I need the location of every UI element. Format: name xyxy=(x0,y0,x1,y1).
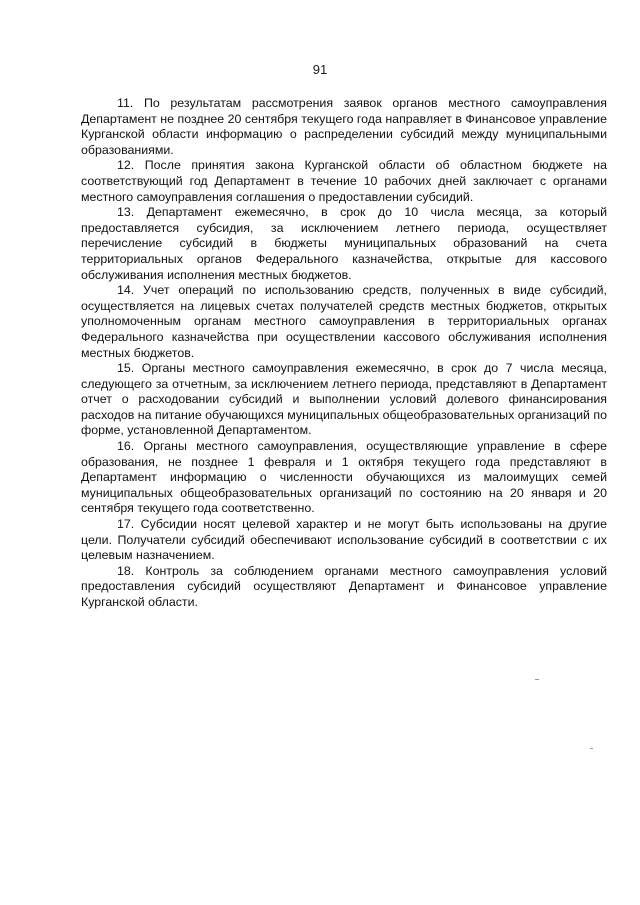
paragraph-17: 17. Субсидии носят целевой характер и не могут быть использованы на другие цели. Получатели субсидий обеспечивают использование субсидий в соответствии с их целевым назначением. xyxy=(81,517,607,563)
paragraph-11: 11. По результатам рассмотрения заявок органов местного самоуправления Департамент не позднее 20 сентября текущего года направляет в Финансовое управление Курганской области информацию о распределении субсидий между муниципальными образованиями. xyxy=(81,96,607,157)
scan-speck-mark xyxy=(535,679,539,680)
scan-speck-mark xyxy=(590,748,593,749)
paragraph-15: 15. Органы местного самоуправления ежемесячно, в срок до 7 числа месяца, следующего за отчетным, за исключением летнего периода, представляют в Департамент отчет о расходовании субсидий и выполнении условий долевого финансирования расходов на питание обучающихся муниципальных общеобразовательных организаций по форме, установленной Департаментом. xyxy=(81,361,607,438)
paragraph-13: 13. Департамент ежемесячно, в срок до 10 числа месяца, за который предоставляется субсидия, за исключением летнего периода, осуществляет перечисление субсидий в бюджеты муниципальных образований на счета территориальных органов Федерального казначейства, открытые для кассового обслуживания исполнения местных бюджетов. xyxy=(81,205,607,282)
paragraph-18: 18. Контроль за соблюдением органами местного самоуправления условий предоставления субсидий осуществляют Департамент и Финансовое управление Курганской области. xyxy=(81,563,607,609)
paragraph-12: 12. После принятия закона Курганской области об областном бюджете на соответствующий год Департамент в течение 10 рабочих дней заключает с органами местного самоуправления соглашения о предоставлении субсидий. xyxy=(81,158,607,204)
page-number: 91 xyxy=(312,62,328,77)
document-body xyxy=(81,96,607,611)
paragraph-14: 14. Учет операций по использованию средств, полученных в виде субсидий, осуществляется на лицевых счетах получателей средств местных бюджетов, открытых уполномоченным органам местного самоуправления в территориальных органах Федерального казначейства при осуществлении кассового обслуживания исполнения местных бюджетов. xyxy=(81,283,607,360)
paragraph-16: 16. Органы местного самоуправления, осуществляющие управление в сфере образования, не позднее 1 февраля и 1 октября текущего года представляют в Департамент информацию о численности обучающихся из малоимущих семей муниципальных общеобразовательных организаций по состоянию на 20 января и 20 сентября текущего года соответственно. xyxy=(81,439,607,516)
